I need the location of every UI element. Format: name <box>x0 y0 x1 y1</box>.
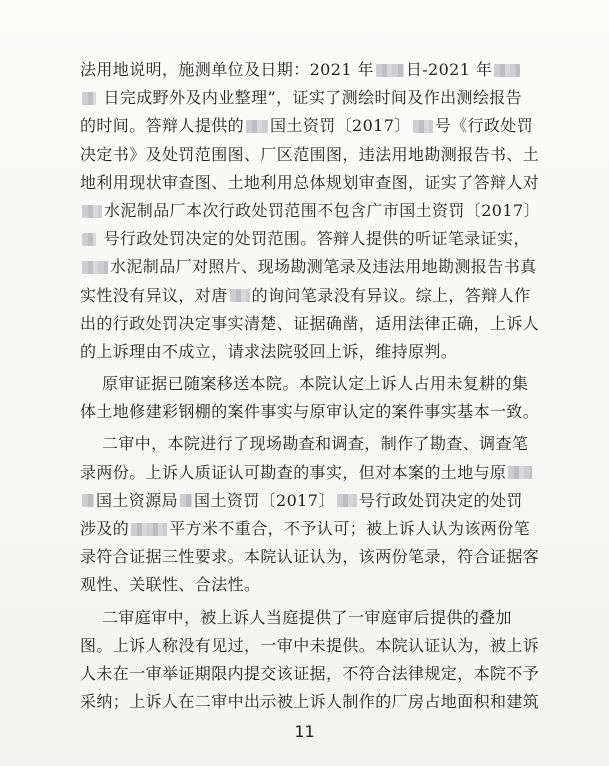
text-segment: 决定书》及处罚范围图、厂区范围图，违法用地勘测报告书、土 <box>80 144 540 164</box>
text-segment: 实性没有异议，对唐 <box>80 285 228 305</box>
text-segment: 涉及的 <box>80 519 130 538</box>
text-line <box>80 141 550 169</box>
text-line <box>80 84 550 112</box>
text-line <box>80 632 550 660</box>
text-line <box>80 370 550 398</box>
redaction-block <box>246 120 268 133</box>
redaction-block <box>508 466 532 479</box>
text-segment: 体土地修建彩钢棚的案件事实与原审认定的案件事实基本一致。 <box>80 402 540 422</box>
text-segment: 号《行政处罚 <box>434 116 534 136</box>
text-line <box>80 398 550 426</box>
text-segment: 法用地说明，施测单位及日期：2021 年 <box>80 60 374 79</box>
text-line <box>80 338 550 366</box>
redaction-block <box>376 64 404 77</box>
text-line <box>80 282 550 310</box>
text-line <box>80 515 550 543</box>
text-segment: 日完成野外及内业整理”，证实了测绘时间及作出测绘报告 <box>98 88 523 108</box>
text-segment: 图。上诉人称没有见过，一审中未提供。本院认证认为，被上诉 <box>80 635 540 655</box>
text-segment: 日-2021 年 <box>405 60 493 79</box>
text-segment: 平方米不重合，不予认可；被上诉人认为该两份笔 <box>169 519 531 538</box>
text-line <box>80 225 550 253</box>
text-segment: 录符合证据三性要求。本院认证认为，该两份笔录，符合证据客 <box>80 547 540 567</box>
text-segment: 二审中，本院进行了现场勘查和调查，制作了勘查、调查笔 <box>80 434 529 454</box>
text-line <box>80 310 550 338</box>
text-line <box>80 253 550 281</box>
redaction-block <box>180 494 192 507</box>
text-segment: 号行政处罚决定的处罚范围。答辩人提供的听证笔录证实， <box>98 229 530 249</box>
redaction-block <box>82 261 108 274</box>
text-segment: 原审证据已随案移送本院。本院认定上诉人占用未复耕的集 <box>80 374 529 394</box>
redaction-block <box>230 289 250 302</box>
text-segment: 地利用现状审查图、土地利用总体规划审查图，证实了答辩人对 <box>80 172 540 192</box>
text-segment: 录两份。上诉人质证认可勘查的事实，但对本案的土地与原 <box>80 462 507 482</box>
document-body <box>80 56 550 716</box>
text-segment: 出的行政处罚决定事实清楚、证据确凿，适用法律正确，上诉人 <box>80 313 540 333</box>
redaction-block <box>413 120 433 133</box>
text-line <box>80 56 550 84</box>
text-line <box>80 660 550 688</box>
redaction-block <box>82 92 96 105</box>
text-segment: 的询问笔录没有异议。综上，答辩人作 <box>251 285 531 305</box>
text-segment: 国土资罚〔2017〕 <box>270 116 411 136</box>
text-line <box>80 543 550 571</box>
text-line <box>80 459 550 487</box>
text-segment: 国土资源局 <box>96 490 179 510</box>
text-segment: 的时间。答辩人提供的 <box>80 116 245 136</box>
text-line <box>80 112 550 140</box>
text-segment: 的上诉理由不成立，请求法院驳回上诉，维持原判。 <box>80 341 458 361</box>
text-segment: 人未在一审举证期限内提交该证据，不符合法律规定，本院不予 <box>80 663 540 683</box>
page-number: 11 <box>294 722 315 741</box>
text-segment: 号行政处罚决定的处罚 <box>358 490 523 510</box>
text-segment: 水泥制品厂本次行政处罚范围不包含广市国土资罚〔2017〕 <box>104 200 540 220</box>
redaction-block <box>82 205 102 218</box>
text-line <box>80 197 550 225</box>
text-line <box>80 688 550 716</box>
text-segment: 水泥制品厂对照片、现场勘测笔录及违法用地勘测报告书真 <box>110 257 537 277</box>
text-line <box>80 604 550 632</box>
redaction-block <box>337 494 357 507</box>
redaction-block <box>494 64 520 77</box>
text-line <box>80 430 550 458</box>
text-segment: 二审庭审中，被上诉人当庭提供了一审庭审后提供的叠加 <box>80 607 512 627</box>
redaction-block <box>82 233 96 246</box>
text-segment: 国土资罚〔2017〕 <box>194 490 335 510</box>
text-segment: 采纳；上诉人在二审中出示被上诉人制作的厂房占地面积和建筑 <box>80 692 540 712</box>
text-line <box>80 487 550 515</box>
redaction-block <box>82 494 94 507</box>
redaction-block <box>131 523 167 536</box>
text-line <box>80 571 550 599</box>
text-line <box>80 169 550 197</box>
text-segment: 观性、关联性、合法性。 <box>80 575 261 595</box>
